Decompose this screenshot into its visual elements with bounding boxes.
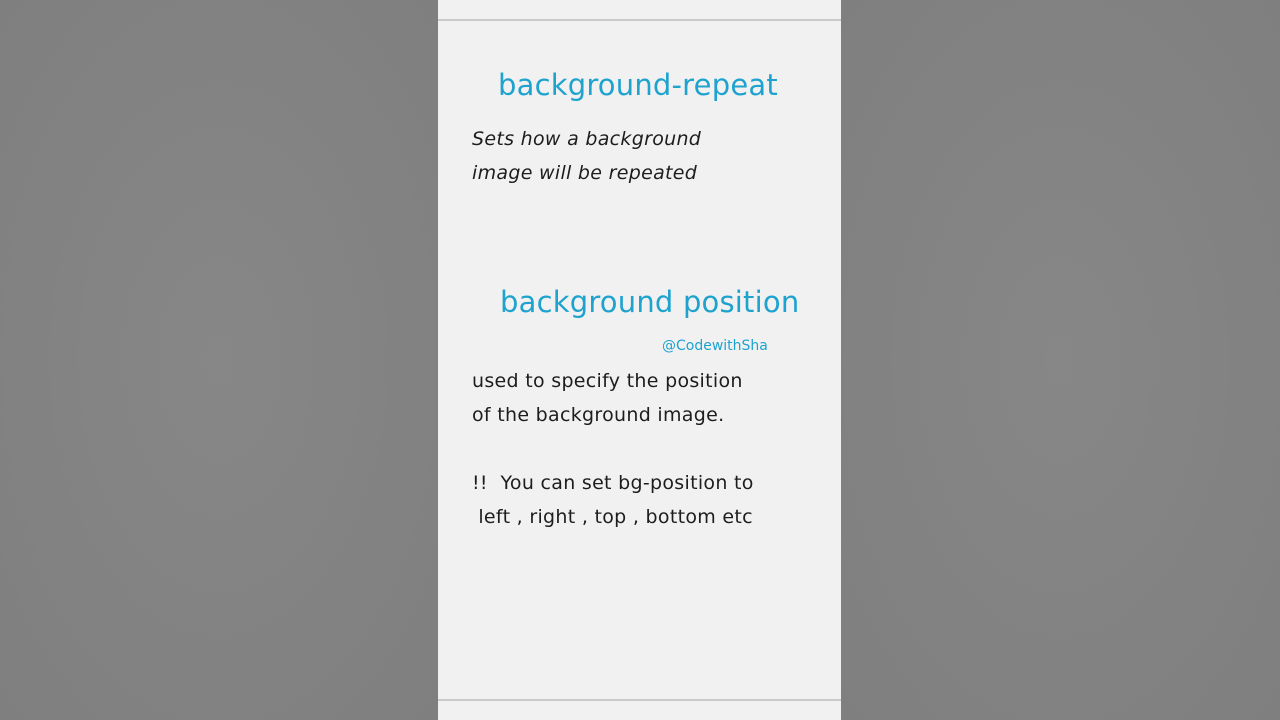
description-line: used to specify the position [472,370,743,392]
description-line: image will be repeated [472,162,698,184]
background-repeat-heading: background-repeat [498,68,778,102]
author-handle: @CodewithSha [662,338,768,354]
background-position-description [472,364,743,432]
description-line: of the background image. [472,404,725,426]
left-backdrop [0,0,438,720]
background-repeat-description [472,122,701,190]
top-divider [438,19,841,21]
note-line: !! You can set bg-position to [472,472,754,494]
note-line: left , right , top , bottom etc [472,506,753,528]
background-position-note [472,466,754,534]
right-backdrop [841,0,1280,720]
content-page [438,0,841,720]
bottom-divider [438,699,841,701]
background-position-heading: background position [500,285,800,319]
description-line: Sets how a background [472,128,702,150]
